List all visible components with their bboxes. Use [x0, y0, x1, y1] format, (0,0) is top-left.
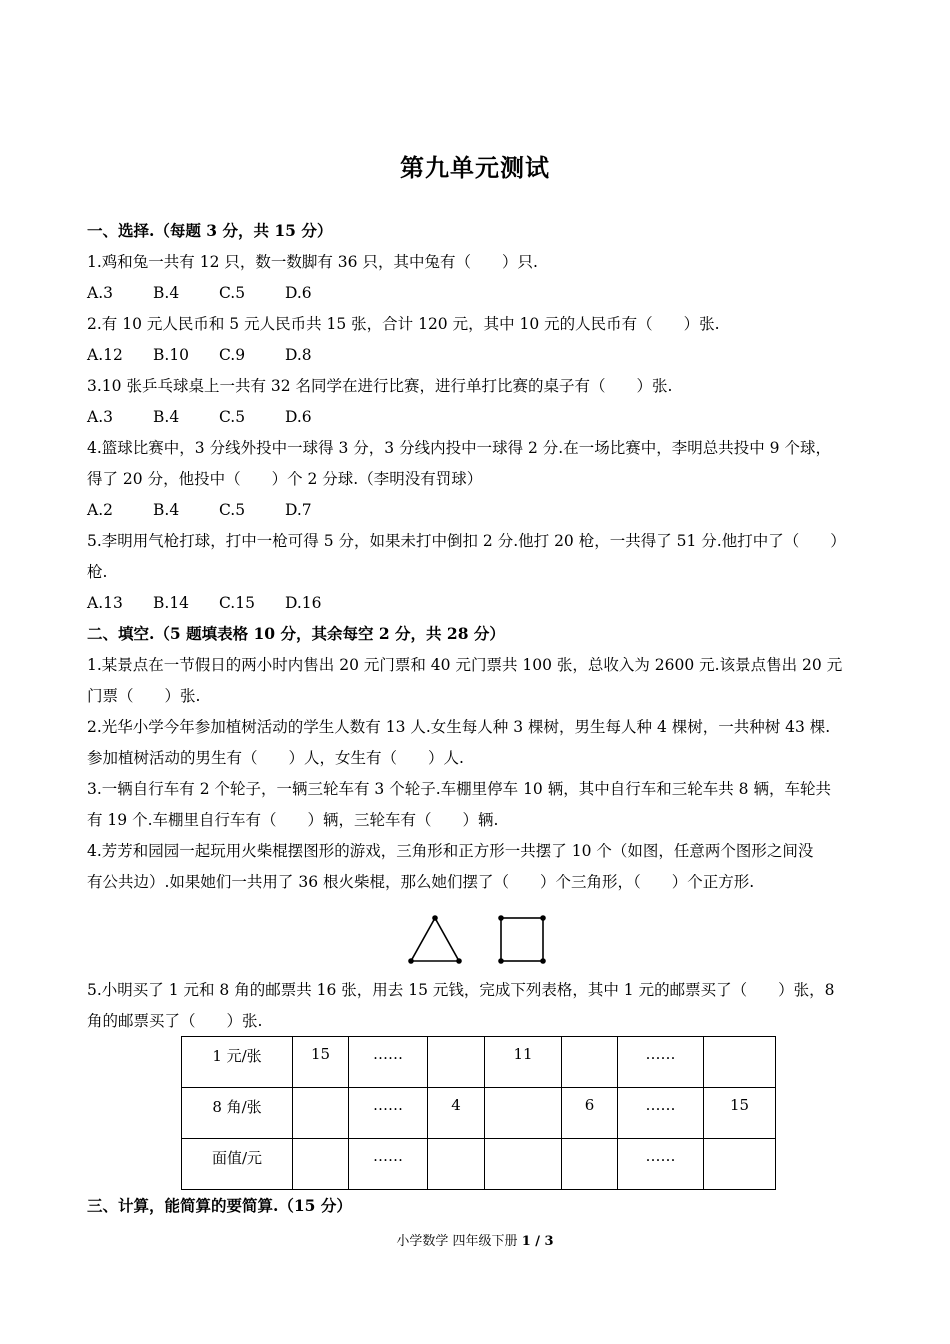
table-cell: ……: [618, 1088, 704, 1139]
option: C.15: [219, 594, 255, 612]
table-row: [182, 1037, 776, 1088]
s2-q4-line1: 4.芳芳和园园一起玩用火柴棍摆图形的游戏，三角形和正方形一共摆了 10 个（如图，任意两个图形之间没: [87, 842, 814, 860]
s1-q1: 1.鸡和兔一共有 12 只，数一数脚有 36 只，其中兔有（ ）只.: [87, 253, 538, 271]
table-cell: [562, 1037, 618, 1088]
option: A.3: [87, 284, 113, 302]
table-cell: ……: [618, 1037, 704, 1088]
section2-heading: 二、填空.（5 题填表格 10 分，其余每空 2 分，共 28 分）: [87, 624, 505, 643]
s1-q5-options: [87, 593, 867, 613]
s1-q1-options: [87, 283, 867, 303]
page-footer: [0, 1230, 950, 1249]
table-cell: 6: [562, 1088, 618, 1139]
option: C.5: [219, 408, 246, 426]
table-cell: [485, 1088, 562, 1139]
s2-q1-line2: 门票（ ）张.: [87, 687, 201, 705]
table-row: [182, 1088, 776, 1139]
table-cell: 面值/元: [182, 1139, 293, 1190]
option: D.6: [285, 408, 312, 426]
s2-q2-line1: 2.光华小学今年参加植树活动的学生人数有 13 人.女生每人种 3 棵树，男生每人种 4 棵树，一共种树 43 棵.: [87, 718, 831, 736]
table-cell: [428, 1037, 485, 1088]
s2-q3-line2: 有 19 个.车棚里自行车有（ ）辆，三轮车有（ ）辆.: [87, 811, 499, 829]
option: A.13: [87, 594, 123, 612]
table-cell: [485, 1139, 562, 1190]
s1-q3-options: [87, 407, 867, 427]
table-row: [182, 1139, 776, 1190]
footer-page-number: 1 / 3: [521, 1234, 554, 1249]
table-cell: [704, 1037, 776, 1088]
s2-q2-line2: 参加植树活动的男生有（ ）人，女生有（ ）人.: [87, 749, 464, 767]
table-cell: ……: [349, 1088, 428, 1139]
footer-subject: 小学数学 四年级下册: [396, 1234, 518, 1249]
table-cell: [704, 1139, 776, 1190]
option: B.4: [153, 284, 180, 302]
table-cell: ……: [349, 1139, 428, 1190]
s2-q1-line1: 1.某景点在一节假日的两小时内售出 20 元门票和 40 元门票共 100 张，总收入为 2600 元.该景点售出 20 元: [87, 656, 843, 674]
s1-q4-line1: 4.篮球比赛中，3 分线外投中一球得 3 分，3 分线内投中一球得 2 分.在一场比赛中，李明总共投中 9 个球，: [87, 439, 831, 457]
s2-q4-line2: 有公共边）.如果她们一共用了 36 根火柴棍，那么她们摆了（ ）个三角形，（ ）个正方形.: [87, 873, 755, 891]
option: A.12: [87, 346, 123, 364]
triangle-figure: [409, 916, 461, 963]
option: B.4: [153, 501, 180, 519]
s1-q5-line2: 枪.: [87, 563, 108, 581]
s1-q4-options: [87, 500, 867, 520]
option: D.16: [285, 594, 322, 612]
page-title: 第九单元测试: [400, 153, 550, 182]
s1-q2: 2.有 10 元人民币和 5 元人民币共 15 张，合计 120 元，其中 10 元的人民币有（ ）张.: [87, 315, 720, 333]
option: A.2: [87, 501, 113, 519]
table-cell: ……: [349, 1037, 428, 1088]
section1-heading: 一、选择.（每题 3 分，共 15 分）: [87, 221, 333, 240]
table-cell: 15: [704, 1088, 776, 1139]
option: D.8: [285, 346, 312, 364]
s1-q4-line2: 得了 20 分，他投中（ ）个 2 分球.（李明没有罚球）: [87, 470, 483, 488]
table-cell: [293, 1139, 349, 1190]
option: D.6: [285, 284, 312, 302]
stamp-table: [181, 1036, 776, 1190]
table-cell: 1 元/张: [182, 1037, 293, 1088]
s2-q5-line1: 5.小明买了 1 元和 8 角的邮票共 16 张，用去 15 元钱，完成下列表格，其中 1 元的邮票买了（ ）张，8: [87, 981, 835, 999]
table-cell: 8 角/张: [182, 1088, 293, 1139]
option: D.7: [285, 501, 312, 519]
table-cell: [562, 1139, 618, 1190]
option: C.5: [219, 284, 246, 302]
option: B.10: [153, 346, 190, 364]
table-cell: 15: [293, 1037, 349, 1088]
option: B.4: [153, 408, 180, 426]
table-cell: [428, 1139, 485, 1190]
table-cell: [293, 1088, 349, 1139]
table-cell: 11: [485, 1037, 562, 1088]
section3-heading: 三、计算，能简算的要简算.（15 分）: [87, 1196, 352, 1215]
matchstick-figures: [405, 913, 555, 965]
option: C.5: [219, 501, 246, 519]
s1-q5-line1: 5.李明用气枪打球，打中一枪可得 5 分，如果未打中倒扣 2 分.他打 20 枪，一共得了 51 分.他打中了（ ）: [87, 532, 846, 550]
square-figure: [499, 916, 545, 963]
table-cell: 4: [428, 1088, 485, 1139]
option: A.3: [87, 408, 113, 426]
s2-q5-line2: 角的邮票买了（ ）张.: [87, 1012, 263, 1030]
s2-q3-line1: 3.一辆自行车有 2 个轮子，一辆三轮车有 3 个轮子.车棚里停车 10 辆，其中自行车和三轮车共 8 辆，车轮共: [87, 780, 831, 798]
s1-q2-options: [87, 345, 867, 365]
option: B.14: [153, 594, 190, 612]
option: C.9: [219, 346, 246, 364]
s1-q3: 3.10 张乒乓球桌上一共有 32 名同学在进行比赛，进行单打比赛的桌子有（ ）张.: [87, 377, 673, 395]
table-cell: ……: [618, 1139, 704, 1190]
